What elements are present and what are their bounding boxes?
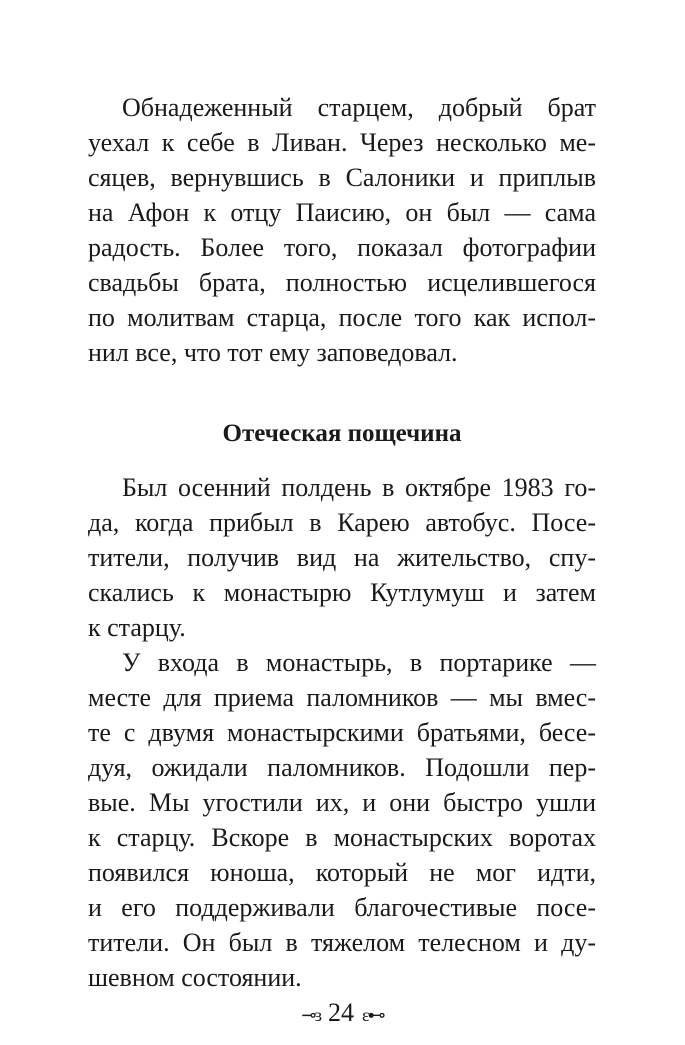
- paragraph-line: к старцу.: [88, 613, 186, 642]
- page-number: 24: [328, 998, 355, 1027]
- paragraph-line: к старцу. Вскоре в монастырских воротах: [88, 823, 596, 852]
- paragraph-line: У входа в монастырь, в портарике —: [122, 648, 596, 677]
- paragraph-line: уехал к себе в Ливан. Через несколько ме-: [88, 128, 596, 157]
- paragraph-line: тители. Он был в тяжелом телесном и ду-: [88, 928, 596, 957]
- paragraph-line: Обнадеженный старцем, добрый брат: [122, 93, 596, 122]
- paragraph-line: радость. Более того, показал фотографии: [88, 233, 596, 262]
- ornament-left-icon: ⊸ɜ: [301, 1005, 321, 1026]
- paragraph-line: шевном состоянии.: [88, 963, 302, 992]
- paragraph-line: да, когда прибыл в Карею автобус. Посе-: [88, 508, 596, 537]
- paragraph-line: вые. Мы угостили их, и они быстро ушли: [88, 788, 596, 817]
- paragraph-line: на Афон к отцу Паисию, он был — сама: [88, 198, 596, 227]
- paragraph-line: по молитвам старца, после того как испол-: [88, 303, 596, 332]
- paragraph-line: нил все, что тот ему заповедовал.: [88, 338, 458, 367]
- paragraph-line: появился юноша, который не мог идти,: [88, 858, 596, 887]
- ornament-right-icon: ɛ⊷: [362, 1005, 384, 1026]
- paragraph-line: свадьбы брата, полностью исцелившегося: [88, 268, 596, 297]
- paragraph-line: и его поддерживали благочестивые посе-: [88, 893, 596, 922]
- paragraph-line: сяцев, вернувшись в Салоники и приплыв: [88, 163, 596, 192]
- paragraph-line: скались к монастырю Кутлумуш и затем: [88, 578, 596, 607]
- paragraph-line: те с двумя монастырскими братьями, бесе-: [88, 718, 596, 747]
- paragraph-line: дуя, ожидали паломников. Подошли пер-: [88, 753, 596, 782]
- paragraph-line: месте для приема паломников — мы вмес-: [88, 683, 596, 712]
- paragraph-1: [88, 90, 596, 370]
- paragraph-3: [88, 645, 596, 995]
- paragraph-line: Был осенний полдень в октябре 1983 го-: [122, 473, 596, 502]
- section-heading: Отеческая пощечина: [222, 420, 462, 447]
- paragraph-2: [88, 470, 596, 645]
- page-folio: [0, 997, 685, 1031]
- paragraph-line: тители, получив вид на жительство, спу-: [88, 543, 596, 572]
